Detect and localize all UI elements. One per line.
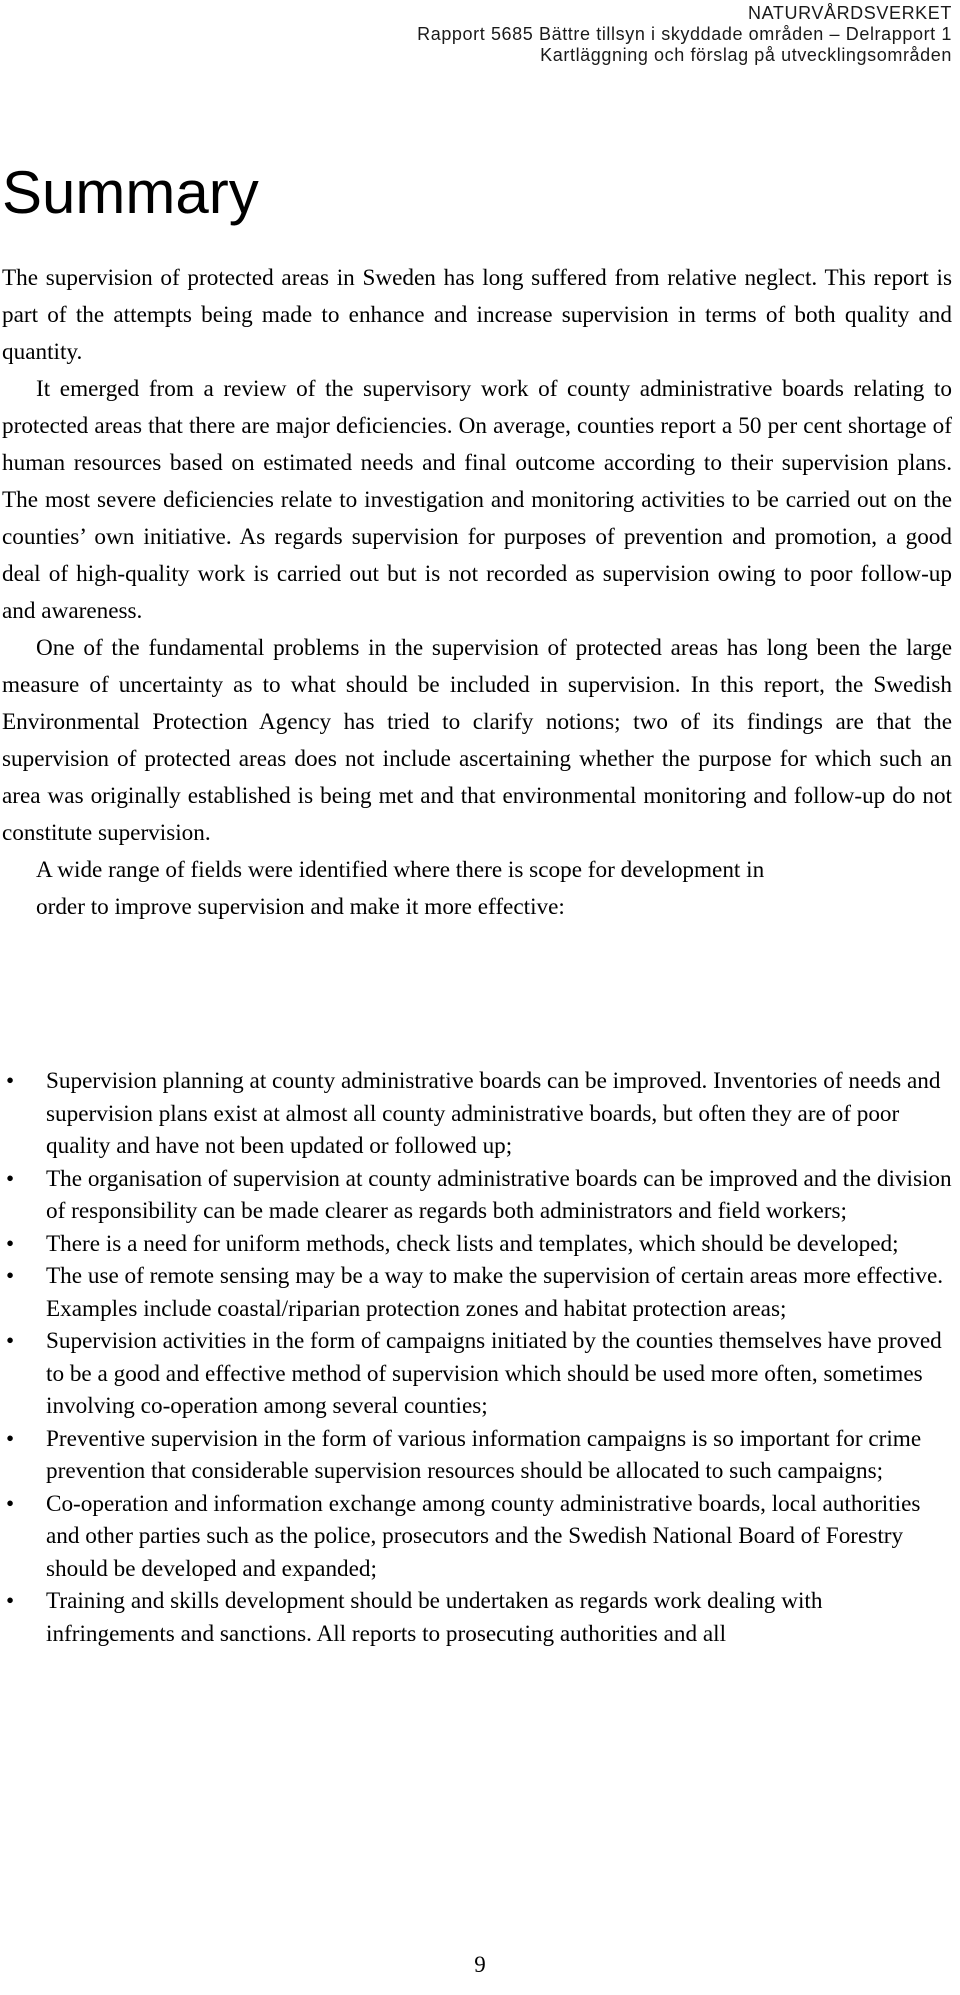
paragraph-2: It emerged from a review of the supervisory work of county administrative boards relating to protected areas that there are major deficiencies. On average, counties report a 50 per cent shortage of human resources based on estimated needs and final outcome according to their supervision plans. The most severe deficiencies relate to investigation and monitoring activities to be carried out on the counties’ own initiative. As regards supervision for purposes of prevention and promotion, a good deal of high-quality work is carried out but is not recorded as supervision owing to poor follow-up and awareness. <box>2 376 952 624</box>
bullet-icon: • <box>6 1425 15 1452</box>
list-item <box>0 1065 955 1163</box>
bullet-icon: • <box>6 1068 15 1094</box>
paragraph-1: The supervision of protected areas in Sweden has long suffered from relative neglect. This report is part of the attempts being made to enhance and increase supervision in terms of both quality and quantity. <box>2 265 952 365</box>
bullet-icon: • <box>6 1263 15 1289</box>
page-title: Summary <box>2 159 259 226</box>
list-item <box>0 1423 955 1488</box>
list-item-text: Supervision activities in the form of campaigns initiated by the counties themselves have proved to be a good and effective method of supervision which should be used more often, sometimes involving co-operation among several counties; <box>46 1328 942 1419</box>
list-item-text: There is a need for uniform methods, check lists and templates, which should be developed; <box>46 1230 899 1257</box>
list-item-text: The use of remote sensing may be a way to make the supervision of certain areas more effective. Examples include coastal/riparian protection zones and habitat protection areas; <box>46 1263 944 1322</box>
list-item <box>0 1163 955 1228</box>
development-areas-list <box>0 1065 955 1650</box>
list-item <box>0 1488 955 1586</box>
list-item-text: Training and skills development should be undertaken as regards work dealing with infringements and sanctions. All reports to prosecuting authorities and all <box>46 1588 823 1647</box>
bullet-icon: • <box>6 1165 15 1192</box>
bullet-icon: • <box>6 1490 15 1517</box>
summary-body <box>2 260 952 926</box>
list-item-text: Co-operation and information exchange among county administrative boards, local authorities and other parties such as the police, prosecutors and the Swedish National Board of Forestry should be developed and expanded; <box>46 1490 921 1582</box>
bullet-icon: • <box>6 1328 15 1354</box>
header-report: Rapport 5685 Bättre tillsyn i skyddade områden – Delrapport 1 <box>417 24 952 44</box>
running-header <box>417 3 952 66</box>
list-item <box>0 1260 955 1325</box>
header-agency: NATURVÅRDSVERKET <box>748 3 952 23</box>
header-subtitle: Kartläggning och förslag på utvecklingsområden <box>540 45 952 65</box>
paragraph-3: One of the fundamental problems in the supervision of protected areas has long been the large measure of uncertainty as to what should be included in supervision. In this report, the Swedish Environmental Protection Agency has tried to clarify notions; two of its findings are that the supervision of protected areas does not include ascertaining whether the purpose for which such an area was originally established is being met and that environmental monitoring and follow-up do not constitute supervision. <box>2 635 952 846</box>
paragraph-4: A wide range of fields were identified where there is scope for development in order to improve supervision and make it more effective: <box>36 857 765 920</box>
list-item-text: Supervision planning at county administrative boards can be improved. Inventories of needs and supervision plans exist at almost all county administrative boards, but often they are of poor quality and have not been updated or followed up; <box>46 1068 941 1159</box>
page-number: 9 <box>474 1952 486 1977</box>
bullet-icon: • <box>6 1588 15 1614</box>
bullet-icon: • <box>6 1230 15 1257</box>
list-item <box>0 1325 955 1423</box>
list-item-text: The organisation of supervision at county administrative boards can be improved and the division of responsibility can be made clearer as regards both administrators and field workers; <box>46 1165 952 1224</box>
list-item <box>0 1585 955 1650</box>
list-item-text: Preventive supervision in the form of various information campaigns is so important for crime prevention that considerable supervision resources should be allocated to such campaigns; <box>46 1425 922 1484</box>
list-item <box>0 1228 955 1261</box>
